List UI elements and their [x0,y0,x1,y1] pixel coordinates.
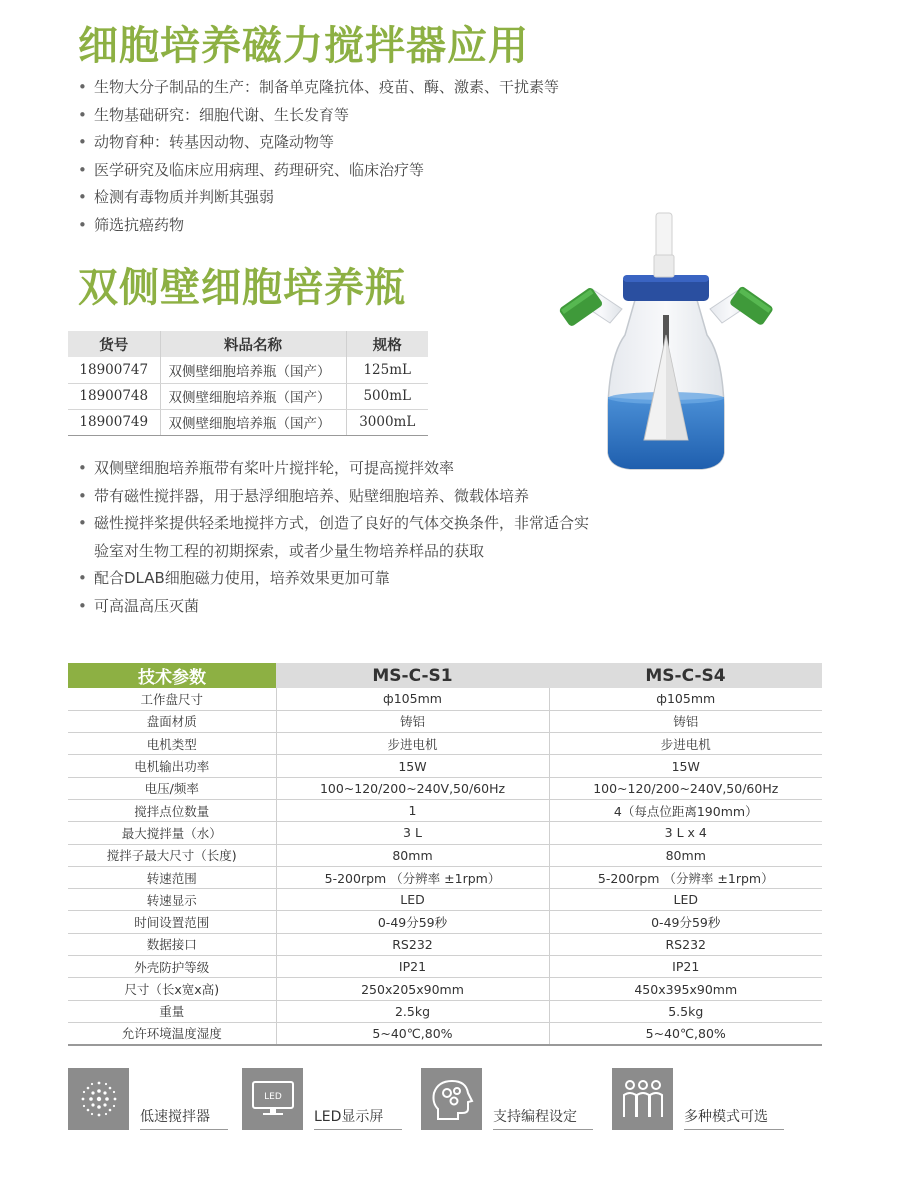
spec-label-cell: 重量 [68,1000,276,1022]
feature-label: 低速搅拌器 [140,1106,228,1130]
table-row [68,755,822,777]
feature-label: 支持编程设定 [493,1106,593,1130]
flask-features-list [78,455,598,620]
spec-value-cell: 80mm [549,844,822,866]
column-header: 规格 [346,331,428,357]
spec-label-cell: 电压/频率 [68,777,276,799]
table-cell: 双侧壁细胞培养瓶（国产） [160,409,346,435]
spec-value-cell: 100~120/200~240V,50/60Hz [549,777,822,799]
spec-value-cell: 5.5kg [549,1000,822,1022]
table-cell: 3000mL [346,409,428,435]
table-row [68,1022,822,1044]
spec-value-cell: IP21 [549,956,822,978]
spec-value-cell: IP21 [276,956,549,978]
table-row [68,866,822,888]
spec-label-cell: 外壳防护等级 [68,956,276,978]
spec-value-cell: 15W [549,755,822,777]
table-cell: 双侧壁细胞培养瓶（国产） [160,383,346,409]
spec-value-cell: 4（每点位距离190mm） [549,799,822,821]
list-item: • 磁性搅拌桨提供轻柔地搅拌方式，创造了良好的气体交换条件，非常适合实验室对生物工程的初期探索，或者少量生物培养样品的获取 [78,510,598,565]
spec-value-cell: 0-49分59秒 [276,911,549,933]
spec-label-cell: 电机输出功率 [68,755,276,777]
column-header: 技术参数 [68,663,276,688]
stirring-dots-icon [68,1068,129,1130]
spec-value-cell: LED [549,889,822,911]
spec-value-cell: 5-200rpm （分辨率 ±1rpm） [549,866,822,888]
table-header-row [68,663,822,688]
spec-value-cell: ф105mm [549,688,822,710]
spec-label-cell: 工作盘尺寸 [68,688,276,710]
section-title-applications: 细胞培养磁力搅拌器应用 [78,23,529,69]
column-header: 货号 [68,331,160,357]
spec-value-cell: RS232 [276,933,549,955]
spec-value-cell: LED [276,889,549,911]
table-row [68,844,822,866]
section-title-flask: 双侧壁细胞培养瓶 [78,265,406,311]
spec-value-cell: 铸铝 [276,710,549,732]
spec-value-cell: 1 [276,799,549,821]
table-row [68,733,822,755]
spec-label-cell: 搅拌点位数量 [68,799,276,821]
table-row [68,357,428,383]
feature-led-display [242,1068,407,1132]
spec-value-cell: 5~40℃,80% [276,1022,549,1044]
table-cell: 500mL [346,383,428,409]
feature-programmable [421,1068,599,1132]
list-item: • 筛选抗癌药物 [78,212,559,240]
spec-value-cell: 步进电机 [276,733,549,755]
list-item: • 生物基础研究：细胞代谢、生长发育等 [78,102,559,130]
spec-value-cell: 250x205x90mm [276,978,549,1000]
spec-value-cell: 步进电机 [549,733,822,755]
list-item: • 动物育种：转基因动物、克隆动物等 [78,129,559,157]
table-row [68,777,822,799]
spec-value-cell: 2.5kg [276,1000,549,1022]
table-row [68,688,822,710]
table-row [68,799,822,821]
spec-label-cell: 最大搅拌量（水） [68,822,276,844]
table-cell: 125mL [346,357,428,383]
head-gears-icon [421,1068,482,1130]
spec-value-cell: 5~40℃,80% [549,1022,822,1044]
led-monitor-icon [242,1068,303,1130]
table-cell: 18900749 [68,409,160,435]
spec-label-cell: 电机类型 [68,733,276,755]
applications-list [78,74,559,239]
spec-value-cell: 100~120/200~240V,50/60Hz [276,777,549,799]
spec-value-cell: ф105mm [276,688,549,710]
table-row [68,911,822,933]
spec-label-cell: 尺寸（长x宽x高) [68,978,276,1000]
table-cell: 18900748 [68,383,160,409]
people-group-icon [612,1068,673,1130]
spec-table [68,663,822,1046]
spec-label-cell: 数据接口 [68,933,276,955]
table-cell: 双侧壁细胞培养瓶（国产） [160,357,346,383]
spec-value-cell: 5-200rpm （分辨率 ±1rpm） [276,866,549,888]
table-row [68,1000,822,1022]
spec-label-cell: 转速范围 [68,866,276,888]
list-item: • 配合DLAB细胞磁力使用，培养效果更加可靠 [78,565,598,593]
feature-label: 多种模式可选 [684,1106,784,1130]
list-item: • 双侧壁细胞培养瓶带有桨叶片搅拌轮，可提高搅拌效率 [78,455,598,483]
spec-value-cell: 铸铝 [549,710,822,732]
spec-label-cell: 时间设置范围 [68,911,276,933]
table-row [68,956,822,978]
spec-label-cell: 转速显示 [68,889,276,911]
table-row [68,933,822,955]
table-row [68,889,822,911]
feature-low-speed [68,1068,228,1132]
product-table [68,331,428,436]
list-item: • 检测有毒物质并判断其强弱 [78,184,559,212]
spec-label-cell: 搅拌子最大尺寸（长度) [68,844,276,866]
table-row [68,409,428,435]
spec-value-cell: 3 L x 4 [549,822,822,844]
feature-multi-mode [612,1068,802,1132]
list-item: • 生物大分子制品的生产：制备单克隆抗体、疫苗、酶、激素、干扰素等 [78,74,559,102]
spec-value-cell: 450x395x90mm [549,978,822,1000]
list-item: • 可高温高压灭菌 [78,593,598,621]
spec-value-cell: 15W [276,755,549,777]
spec-value-cell: 0-49分59秒 [549,911,822,933]
column-header: 料品名称 [160,331,346,357]
list-item: • 医学研究及临床应用病理、药理研究、临床治疗等 [78,157,559,185]
spec-label-cell: 盘面材质 [68,710,276,732]
table-row [68,710,822,732]
list-item: • 带有磁性搅拌器，用于悬浮细胞培养、贴壁细胞培养、微载体培养 [78,483,598,511]
column-header: MS-C-S1 [276,663,549,688]
table-row [68,822,822,844]
culture-flask-image [540,205,792,475]
column-header: MS-C-S4 [549,663,822,688]
spec-value-cell: 80mm [276,844,549,866]
feature-label: LED显示屏 [314,1106,402,1130]
spec-value-cell: RS232 [549,933,822,955]
table-row [68,978,822,1000]
table-cell: 18900747 [68,357,160,383]
spec-label-cell: 允许环境温度湿度 [68,1022,276,1044]
table-header-row [68,331,428,357]
led-icon-text: LED [263,1092,282,1102]
table-row [68,383,428,409]
spec-value-cell: 3 L [276,822,549,844]
